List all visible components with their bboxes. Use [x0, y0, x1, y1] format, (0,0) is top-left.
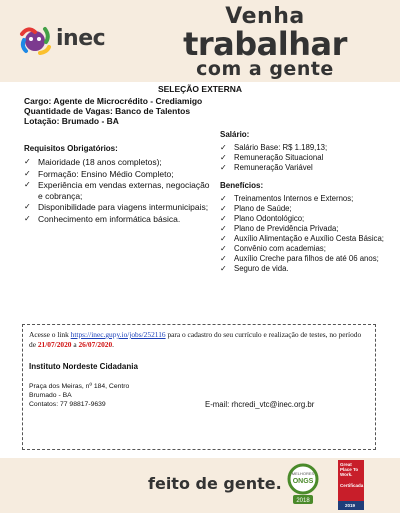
list-item: ✓ Treinamentos Internos e Externos; [220, 194, 354, 203]
list-item: ✓ Remuneração Situacional [220, 153, 324, 162]
inec-logo[interactable] [18, 24, 128, 60]
job-info [24, 96, 202, 126]
best-ngos-badge-icon [279, 463, 327, 505]
salary-title: Salário: [220, 130, 250, 139]
list-item: ✓ Formação: Ensino Médio Completo; [24, 168, 174, 179]
list-item: ✓ Disponibilidade para viagens intermunicipais; [24, 202, 209, 212]
ngo-badge-main: ONGS [292, 478, 314, 485]
check-icon: ✓ [220, 214, 227, 223]
gptw-text: Great Place To Work. [340, 462, 359, 477]
check-icon: ✓ [220, 224, 227, 233]
check-icon: ✓ [220, 244, 227, 253]
date-start: 21/07/2020 [37, 339, 72, 349]
benefits-title: Benefícios: [220, 181, 264, 190]
salary-list [220, 143, 385, 173]
address-line-2: Brumado - BA [29, 392, 72, 399]
gptw-cert: Certificada [340, 483, 364, 488]
great-place-to-work-badge [338, 460, 364, 510]
check-icon: ✓ [220, 194, 227, 203]
application-box [22, 324, 376, 450]
date-end: 26/07/2020 [78, 339, 113, 349]
address-block [29, 382, 129, 409]
gptw-base [338, 501, 364, 510]
ngo-badge-year: 2018 [296, 498, 310, 504]
job-lotacao: Lotação: Brumado - BA [24, 116, 119, 126]
check-icon: ✓ [24, 157, 31, 166]
section-title: SELEÇÃO EXTERNA [157, 84, 243, 94]
check-icon: ✓ [24, 202, 31, 211]
list-item: ✓ Auxílio Alimentação e Auxílio Cesta Básica; [220, 234, 384, 243]
benefits-section [220, 181, 385, 274]
headline [140, 6, 390, 79]
check-icon: ✓ [24, 213, 31, 223]
logo-text: inec [56, 26, 106, 51]
job-posting [0, 82, 400, 458]
check-icon: ✓ [220, 254, 227, 263]
check-icon: ✓ [220, 204, 227, 213]
gptw-year: 2019 [345, 503, 356, 508]
job-vagas: Quantidade de Vagas: Banco de Talentos [24, 106, 191, 116]
check-icon: ✓ [220, 143, 227, 152]
list-item: ✓ Seguro de vida. [220, 264, 289, 273]
list-item: ✓ Auxílio Creche para filhos de até 06 anos; [220, 254, 379, 263]
list-item: ✓ Salário Base: R$ 1.189,13; [220, 143, 328, 152]
benefits-list [220, 194, 385, 274]
headline-line-2: trabalhar [183, 25, 347, 63]
list-item: ✓ Maioridade (18 anos completos); [24, 157, 162, 167]
list-item: ✓ Plano de Saúde; [220, 204, 292, 213]
list-item: ✓ Plano de Previdência Privada; [220, 224, 339, 233]
address-line-1: Praça dos Meiras, nº 184, Centro [29, 383, 130, 390]
salary-section [220, 130, 385, 173]
check-icon: ✓ [24, 168, 31, 178]
check-icon: ✓ [220, 264, 227, 273]
check-icon: ✓ [24, 180, 31, 189]
inec-logo-icon [18, 24, 52, 58]
organization-name: Instituto Nordeste Cidadania [29, 362, 138, 371]
phone: Contatos: 77 98817-9639 [29, 401, 106, 408]
email: E-mail: rhcredi_vtc@inec.org.br [205, 400, 315, 409]
check-icon: ✓ [220, 153, 227, 162]
application-text: Acesse o link https://inec.gupy.io/jobs/252116 para o cadastro do seu currículo e realização de testes, no período de 21/07/2020 a 26/07/2020. [29, 330, 362, 349]
list-item: ✓ Remuneração Variável [220, 163, 313, 172]
footer-slogan: feito de gente. [148, 474, 282, 493]
list-item: ✓ Plano Odontológico; [220, 214, 305, 223]
job-cargo: Cargo: Agente de Microcrédito - Crediamigo [24, 96, 203, 106]
list-item: ✓ Experiência em vendas externas, negociação e cobrança; [24, 180, 210, 201]
requirements-title: Requisitos Obrigatórios: [24, 144, 118, 153]
compensation-section [220, 130, 385, 282]
requirements-list [24, 157, 214, 224]
list-item: ✓ Convênio com academias; [220, 244, 326, 253]
list-item: ✓ Conhecimento em informática básica. [24, 213, 181, 224]
requirements-section [24, 144, 214, 225]
application-link[interactable]: https://inec.gupy.io/jobs/252116 [70, 330, 166, 339]
check-icon: ✓ [220, 163, 227, 172]
headline-line-1: Venha [225, 4, 305, 29]
check-icon: ✓ [220, 234, 227, 243]
headline-line-3: com a gente [196, 58, 334, 80]
ngo-badge-top: MELHORES [291, 471, 315, 476]
header [0, 0, 400, 82]
